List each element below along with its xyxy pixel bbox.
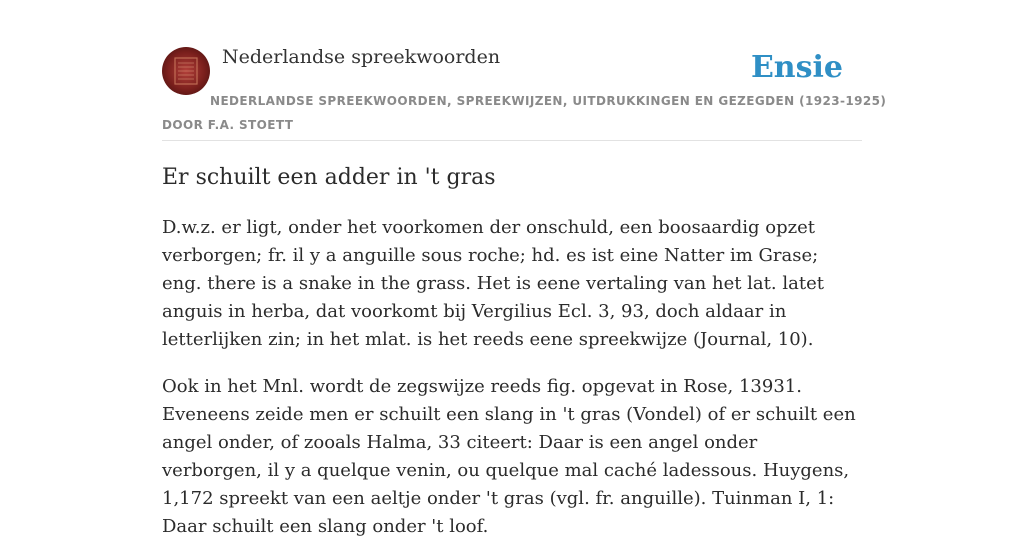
entry-title: Er schuilt een adder in 't gras [162, 165, 496, 190]
ensie-brand-link[interactable]: Ensie [750, 50, 843, 85]
source-author: DOOR F.A. STOETT [162, 118, 294, 132]
entry-paragraph: Ook in het Mnl. wordt de zegswijze reeds fig. opgevat in Rose, 13931. Eveneens zeide men er schuilt een slang in 't gras (Vondel) of er schuilt een angel onder, of zooals Halma, 33 citeert: Daar is een angel onder verborgen, il y a quelque venin, ou quelque mal caché ladessous. Huygens, 1,172 spreekt van een aeltje onder 't gras (vgl. fr. anguille). Tuinman I, 1: Daar schuilt een slang onder 't loof. [162, 376, 856, 537]
site-title[interactable]: Nederlandse spreekwoorden [222, 46, 501, 68]
entry-paragraph: D.w.z. er ligt, onder het voorkomen der onschuld, een boosaardig opzet verborgen; fr. il y a anguille sous roche; hd. es ist eine Natter im Grase; eng. there is a snake in the grass. Het is eene vertaling van het lat. latet anguis in herba, dat voorkomt bij Vergilius Ecl. 3, 93, doch aldaar in letterlijken zin; in het mlat. is het reeds eene spreekwijze (Journal, 10). [162, 217, 824, 350]
site-header [162, 0, 887, 141]
book-seal-icon[interactable] [162, 47, 210, 95]
page-container [162, 0, 887, 541]
source-subtitle[interactable]: NEDERLANDSE SPREEKWOORDEN, SPREEKWIJZEN, UITDRUKKINGEN EN GEZEGDEN (1923-1925) [210, 94, 887, 108]
